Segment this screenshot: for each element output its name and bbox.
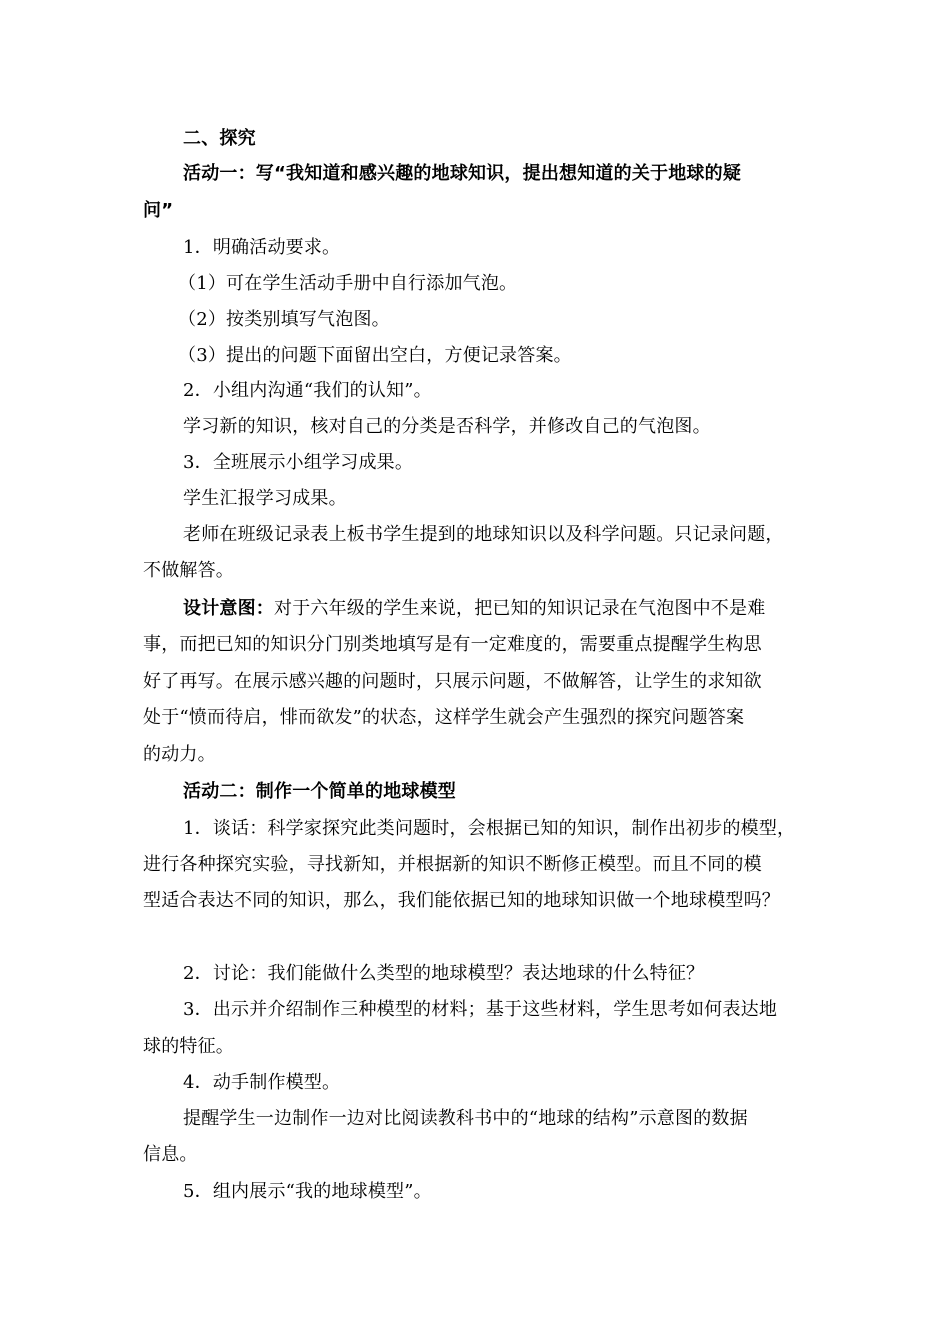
activity2-title: 活动二：制作一个简单的地球模型 xyxy=(183,781,456,802)
activity2-step3-line1: 3．出示并介绍制作三种模型的材料；基于这些材料，学生思考如何表达地 xyxy=(183,999,778,1020)
activity2-step2: 2．讨论：我们能做什么类型的地球模型？表达地球的什么特征？ xyxy=(183,963,705,984)
activity1-step1: 1．明确活动要求。 xyxy=(183,237,341,258)
design-intent-label: 设计意图： xyxy=(183,598,274,619)
activity1-requirement-3: （3）提出的问题下面留出空白，方便记录答案。 xyxy=(178,345,572,366)
activity1-step3-detail2-line2: 不做解答。 xyxy=(143,560,234,581)
activity2-step5: 5．组内展示“我的地球模型”。 xyxy=(183,1181,432,1202)
activity2-step4: 4．动手制作模型。 xyxy=(183,1072,341,1093)
design-intent-text: 对于六年级的学生来说，把已知的知识记录在气泡图中不是难 xyxy=(274,598,766,619)
design-intent-line2: 事，而把已知的知识分门别类地填写是有一定难度的，需要重点提醒学生构思 xyxy=(143,634,762,655)
activity1-step2-detail: 学习新的知识，核对自己的分类是否科学，并修改自己的气泡图。 xyxy=(183,416,711,437)
activity1-step3: 3．全班展示小组学习成果。 xyxy=(183,452,414,473)
activity1-step3-detail2-line1: 老师在班级记录表上板书学生提到的地球知识以及科学问题。只记录问题， xyxy=(183,524,784,545)
design-intent-line4: 处于“愤而待启，悱而欲发”的状态，这样学生就会产生强烈的探究问题答案 xyxy=(143,707,745,728)
activity1-title-line1: 活动一：写“我知道和感兴趣的地球知识，提出想知道的关于地球的疑 xyxy=(183,163,742,184)
activity1-requirement-2: （2）按类别填写气泡图。 xyxy=(178,309,390,330)
activity2-step1-line3: 型适合表达不同的知识，那么，我们能依据已知的地球知识做一个地球模型吗？ xyxy=(143,890,780,911)
activity1-title-line2: 问” xyxy=(143,200,174,221)
activity1-step3-detail1: 学生汇报学习成果。 xyxy=(183,488,347,509)
activity2-step3-line2: 球的特征。 xyxy=(143,1036,234,1057)
activity2-step4-detail-line1: 提醒学生一边制作一边对比阅读教科书中的“地球的结构”示意图的数据 xyxy=(183,1108,748,1129)
activity2-step1-line1: 1．谈话：科学家探究此类问题时，会根据已知的知识，制作出初步的模型， xyxy=(183,818,796,839)
activity1-step2: 2．小组内沟通“我们的认知”。 xyxy=(183,380,432,401)
design-intent-line1 xyxy=(183,597,765,621)
activity1-requirement-1: （1）可在学生活动手册中自行添加气泡。 xyxy=(178,273,518,294)
design-intent-line3: 好了再写。在展示感兴趣的问题时，只展示问题，不做解答，让学生的求知欲 xyxy=(143,671,762,692)
section-heading: 二、探究 xyxy=(183,128,256,149)
activity2-step4-detail-line2: 信息。 xyxy=(143,1144,198,1165)
activity2-step1-line2: 进行各种探究实验，寻找新知，并根据新的知识不断修正模型。而且不同的模 xyxy=(143,854,762,875)
design-intent-line5: 的动力。 xyxy=(143,744,216,765)
